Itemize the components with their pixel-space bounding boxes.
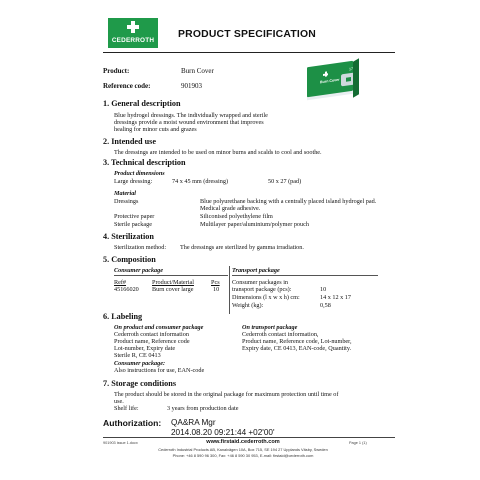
material-value: Multilayer paper/aluminium/polymer pouch [200, 221, 309, 228]
storage-line: use. [114, 398, 124, 405]
product-image [297, 62, 361, 105]
material-label: Protective paper [114, 213, 155, 220]
sterilization-label: Sterilization method: [114, 244, 167, 251]
transport-value: 10 [320, 286, 327, 293]
cross-icon [323, 71, 328, 77]
transport-line: Consumer packages in [232, 279, 289, 286]
footer-page: Page 1 (1) [349, 441, 367, 445]
product-value: Burn Cover [181, 67, 214, 75]
consumer-package-label: Consumer package: [114, 360, 166, 367]
general-line: Blue hydrogel dressings. The individually wrapped and sterile [114, 112, 268, 119]
labeling-left-line: Cederroth contact information [114, 331, 189, 338]
cross-icon [127, 21, 139, 33]
general-line: dressings provide a moist wound environment that improves [114, 119, 264, 126]
material-value: Blue polyurethane backing with a centrally placed island hydrogel pad. [200, 198, 377, 205]
large-dressing-label: Large dressing: [114, 178, 153, 185]
authorization-timestamp: 2014.08.20 09:21:44 +02'00' [171, 428, 275, 437]
row-ref: 45166020 [114, 286, 139, 293]
labeling-right-line: Cederroth contact information, [242, 331, 319, 338]
transport-package-title: Transport package [232, 267, 280, 274]
material-label: Dressings [114, 198, 139, 205]
footer-website[interactable]: www.firstaid.cederroth.com [206, 439, 280, 445]
labeling-right-line: Product name, Reference code, Lot-number, [242, 338, 352, 345]
box-label: Burn Cover [320, 77, 340, 85]
authorization-label: Authorization: [103, 418, 162, 428]
cederroth-logo [108, 18, 158, 48]
footer-address: Cederroth Industrial Products AB, Kanalvägen 10A, Box 715, SE 194 27 Upplands Väsby, Sweden [158, 447, 328, 452]
transport-line: Dimensions (l x w x h) cm: [232, 294, 300, 301]
column-material: Product/Material [152, 279, 194, 286]
footer-contact: Phone: +46 8 590 96 300, Fax: +46 8 590 30 953, E-mail: firstaid@cederroth.com [172, 453, 314, 458]
transport-line: Weight (kg): [232, 302, 264, 309]
labeling-left-title: On product and consumer package [114, 324, 204, 331]
box-number: 17 [349, 66, 353, 72]
intended-text: The dressings are intended to be used on minor burns and scalds to cool and soothe. [114, 149, 322, 156]
column-ref: Ref# [114, 279, 127, 286]
column-pcs: Pcs [211, 279, 220, 286]
sterilization-value: The dressings are sterilized by gamma irradiation. [180, 244, 304, 251]
transport-value: 0,58 [320, 302, 331, 309]
section-heading-intended: 2. Intended use [103, 137, 157, 146]
transport-line: transport package (pcs): [232, 286, 292, 293]
general-line: healing for minor cuts and grazes [114, 126, 197, 133]
labeling-right-line: Expiry date, CE 0413, EAN-code, Quantity. [242, 345, 352, 352]
material-title: Material [114, 190, 137, 197]
reference-value: 901903 [181, 82, 202, 90]
consumer-package-line: Also instructions for use, EAN-code [114, 367, 205, 374]
material-label: Sterile package [114, 221, 152, 228]
consumer-package-title: Consumer package [114, 267, 163, 274]
dimensions-title: Product dimensions [114, 170, 165, 177]
row-material: Burn cover large [152, 286, 194, 293]
labeling-left-line: Product name, Reference code [114, 338, 190, 345]
reference-label: Reference code: [103, 82, 151, 90]
labeling-right-title: On transport package [242, 324, 298, 331]
section-heading-general: 1. General description [103, 99, 181, 108]
shelf-life-value: 3 years from production date [167, 405, 239, 412]
large-pad-size: 50 x 27 (pad) [268, 178, 302, 185]
section-heading-labeling: 6. Labeling [103, 312, 143, 321]
transport-value: 14 x 12 x 17 [320, 294, 351, 301]
material-value: Medical grade adhesive. [200, 205, 261, 212]
section-heading-technical: 3. Technical description [103, 158, 186, 167]
footer-filename: 901903 issue 1.docx [103, 441, 138, 445]
authorization-role: QA&RA Mgr [171, 418, 216, 427]
row-pcs: 10 [213, 286, 220, 293]
product-label: Product: [103, 67, 130, 75]
section-heading-composition: 5. Composition [103, 255, 156, 264]
shelf-life-label: Shelf life: [114, 405, 139, 412]
labeling-left-line: Sterile R, CE 0413 [114, 352, 161, 359]
footer-divider [103, 437, 395, 438]
large-dressing-size: 74 x 45 mm (dressing) [172, 178, 229, 185]
labeling-left-line: Lot-number, Expiry date [114, 345, 176, 352]
section-heading-storage: 7. Storage conditions [103, 379, 177, 388]
section-heading-sterilization: 4. Sterilization [103, 232, 154, 241]
material-value: Siliconised polyethylene film [200, 213, 273, 220]
header-divider [103, 52, 395, 53]
logo-text: CEDERROTH [111, 37, 155, 44]
storage-line: The product should be stored in the original package for maximum protection until time of [114, 391, 339, 398]
document-title: PRODUCT SPECIFICATION [178, 29, 316, 40]
